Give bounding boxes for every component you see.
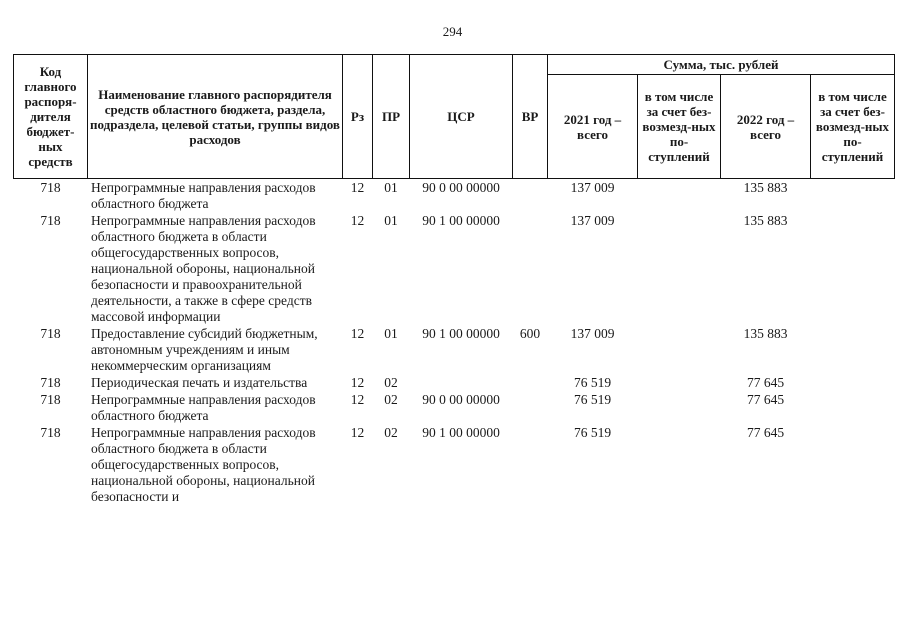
cell-code: 718 [40, 326, 61, 341]
cell-csr: 90 1 00 00000 [422, 213, 500, 228]
cell-rz: 12 [350, 375, 365, 390]
cell-csr [410, 374, 513, 391]
cell-2021-total: 76 519 [573, 392, 612, 407]
table-row [14, 325, 895, 374]
table-row [14, 424, 895, 505]
budget-table [13, 54, 895, 505]
table-header [14, 55, 895, 179]
cell-name: Непрограммные направления расходов областного бюджета [91, 392, 316, 423]
cell-vr [513, 179, 548, 213]
cell-vr [513, 424, 548, 505]
cell-2021-incl [638, 424, 721, 505]
cell-2021-total: 137 009 [570, 326, 615, 341]
table-row [14, 374, 895, 391]
cell-pr: 02 [384, 392, 398, 407]
table-row [14, 179, 895, 213]
cell-2022-total: 77 645 [746, 392, 785, 407]
cell-2021-incl [638, 179, 721, 213]
header-2022-incl: в том числе за счет без-возмезд-ных по-ступлений [811, 75, 895, 179]
cell-2021-total: 76 519 [573, 375, 612, 390]
cell-name: Предоставление субсидий бюджетным, автономным учреждениям и иным некоммерческим организациям [91, 326, 318, 373]
cell-rz: 12 [350, 326, 365, 341]
header-csr: ЦСР [410, 55, 513, 179]
page-number: 294 [442, 24, 463, 39]
table-row [14, 212, 895, 325]
cell-2021-incl [638, 391, 721, 424]
cell-vr: 600 [519, 326, 541, 341]
cell-2022-total: 77 645 [746, 425, 785, 440]
cell-code: 718 [40, 180, 61, 195]
header-2021-incl: в том числе за счет без-возмезд-ных по-ступлений [638, 75, 721, 179]
cell-2022-total: 135 883 [743, 213, 788, 228]
cell-vr [513, 374, 548, 391]
cell-2021-total: 76 519 [573, 425, 612, 440]
cell-2022-incl [811, 374, 895, 391]
cell-pr: 01 [384, 180, 398, 195]
cell-pr: 01 [384, 326, 398, 341]
header-vr: ВР [513, 55, 548, 179]
cell-csr: 90 1 00 00000 [422, 425, 500, 440]
cell-name: Непрограммные направления расходов областного бюджета в области общегосударственных вопросов, национальной обороны, национальной безопасности и [91, 425, 316, 504]
cell-csr: 90 0 00 00000 [422, 180, 500, 195]
cell-2022-incl [811, 179, 895, 213]
cell-name: Непрограммные направления расходов областного бюджета [91, 180, 316, 211]
cell-code: 718 [40, 213, 61, 228]
header-pr: ПР [373, 55, 410, 179]
cell-2022-total: 77 645 [746, 375, 785, 390]
cell-vr [513, 391, 548, 424]
cell-2022-incl [811, 325, 895, 374]
cell-pr: 02 [384, 425, 398, 440]
header-summa: Сумма, тыс. рублей [548, 55, 895, 75]
header-code: Код главного распоря-дителя бюджет-ных средств [14, 55, 88, 179]
cell-rz: 12 [350, 392, 365, 407]
cell-2021-incl [638, 212, 721, 325]
cell-2021-incl [638, 325, 721, 374]
cell-name: Периодическая печать и издательства [91, 375, 308, 390]
cell-2022-total: 135 883 [743, 180, 788, 195]
cell-csr: 90 0 00 00000 [422, 392, 500, 407]
header-2022-total: 2022 год – всего [721, 75, 811, 179]
cell-2021-total: 137 009 [570, 180, 615, 195]
cell-code: 718 [40, 425, 61, 440]
cell-csr: 90 1 00 00000 [422, 326, 500, 341]
header-name: Наименование главного распорядителя средств областного бюджета, раздела, подраздела, целевой статьи, группы видов расходов [88, 55, 343, 179]
cell-2022-incl [811, 424, 895, 505]
cell-2022-incl [811, 391, 895, 424]
cell-2022-incl [811, 212, 895, 325]
cell-rz: 12 [350, 213, 365, 228]
cell-vr [513, 212, 548, 325]
cell-pr: 01 [384, 213, 398, 228]
cell-2021-total: 137 009 [570, 213, 615, 228]
cell-rz: 12 [350, 425, 365, 440]
header-2021-total: 2021 год – всего [548, 75, 638, 179]
cell-name: Непрограммные направления расходов областного бюджета в области общегосударственных вопросов, национальной обороны, национальной безопасности и правоохранительной деятельности, а также в сфере средств массовой информации [91, 213, 316, 324]
cell-2021-incl [638, 374, 721, 391]
cell-rz: 12 [350, 180, 365, 195]
table-row [14, 391, 895, 424]
header-rz: Рз [343, 55, 373, 179]
cell-pr: 02 [384, 375, 398, 390]
cell-code: 718 [40, 375, 61, 390]
cell-2022-total: 135 883 [743, 326, 788, 341]
table-body [14, 179, 895, 506]
cell-code: 718 [40, 392, 61, 407]
